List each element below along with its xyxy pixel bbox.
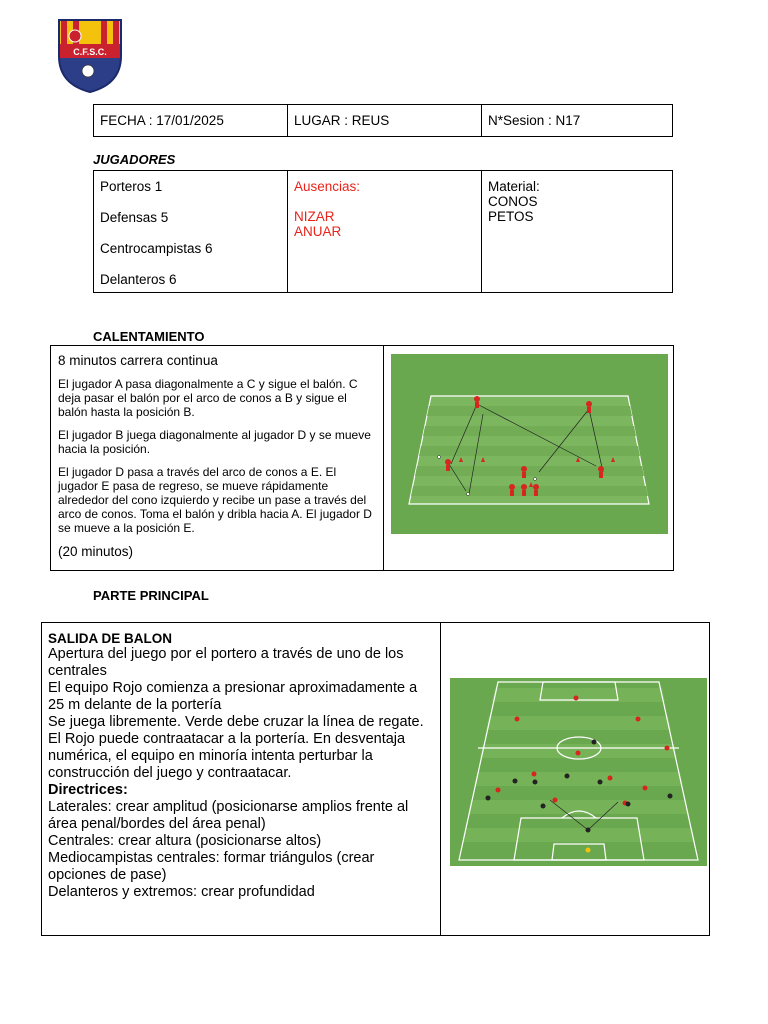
session-field: N*Sesion : N17 bbox=[488, 113, 581, 128]
absence-item: ANUAR bbox=[294, 224, 342, 239]
warmup-title: CALENTAMIENTO bbox=[93, 329, 205, 344]
players-title: JUGADORES bbox=[93, 152, 176, 167]
goalkeeper-marker bbox=[586, 848, 591, 853]
absence-item: NIZAR bbox=[294, 209, 335, 224]
drill-description-line: Se juega libremente. Verde debe cruzar la línea de regate. El Rojo puede contraatacar a la portería. En desventaja numérica, el equipo en minoría intenta perturbar la construcción del juego y contraatacar. bbox=[48, 714, 424, 781]
defensas-count: Defensas 5 bbox=[100, 210, 169, 225]
drill-description-line: Apertura del juego por el portero a través de uno de los centrales bbox=[48, 646, 404, 679]
material-item: PETOS bbox=[488, 209, 534, 224]
warmup-step: El jugador D pasa a través del arco de conos a E. El jugador E pasa de regreso, se mueve rápidamente alrededor del cono izquierdo y recibe un pase a través del arco de conos. Toma el balón y dribla hacia A. El jugador D se mueve a la posición E. bbox=[58, 465, 372, 535]
main-drill-diagram bbox=[450, 678, 707, 866]
club-logo bbox=[55, 16, 125, 94]
warmup-duration: (20 minutos) bbox=[58, 544, 134, 559]
warmup-step: El jugador B juega diagonalmente al jugador D y se mueve hacia la posición. bbox=[58, 428, 371, 456]
porteros-count: Porteros 1 bbox=[100, 179, 163, 194]
warmup-box bbox=[50, 345, 674, 571]
players-table bbox=[93, 170, 673, 293]
centrocampistas-count: Centrocampistas 6 bbox=[100, 241, 213, 256]
logo-text: C.F.S.C. bbox=[73, 47, 107, 57]
drill-heading: SALIDA DE BALON bbox=[48, 631, 172, 646]
material-label: Material: bbox=[488, 179, 540, 194]
absences-label: Ausencias: bbox=[294, 179, 361, 194]
main-box bbox=[41, 622, 710, 936]
material-item: CONOS bbox=[488, 194, 538, 209]
delanteros-count: Delanteros 6 bbox=[100, 272, 177, 287]
drill-description-line: El equipo Rojo comienza a presionar aproximadamente a 25 m delante de la portería bbox=[48, 680, 418, 713]
directriz-item: Delanteros y extremos: crear profundidad bbox=[48, 884, 315, 900]
directriz-item: Centrales: crear altura (posicionarse altos) bbox=[48, 833, 322, 849]
directriz-item: Laterales: crear amplitud (posicionarse amplios frente al área penal/bordes del área penal) bbox=[48, 799, 409, 832]
warmup-step: El jugador A pasa diagonalmente a C y sigue el balón. C deja pasar el balón por el arco de conos a B y sigue el balón hasta la posición B. bbox=[58, 377, 358, 419]
header-table bbox=[93, 104, 673, 137]
directrices-label: Directrices: bbox=[48, 782, 128, 798]
date-field: FECHA : 17/01/2025 bbox=[100, 113, 224, 128]
main-title: PARTE PRINCIPAL bbox=[93, 588, 209, 603]
warmup-intro: 8 minutos carrera continua bbox=[58, 353, 218, 368]
location-field: LUGAR : REUS bbox=[294, 113, 390, 128]
warmup-drill-diagram bbox=[391, 354, 668, 534]
directriz-item: Mediocampistas centrales: formar triángulos (crear opciones de pase) bbox=[48, 850, 375, 883]
